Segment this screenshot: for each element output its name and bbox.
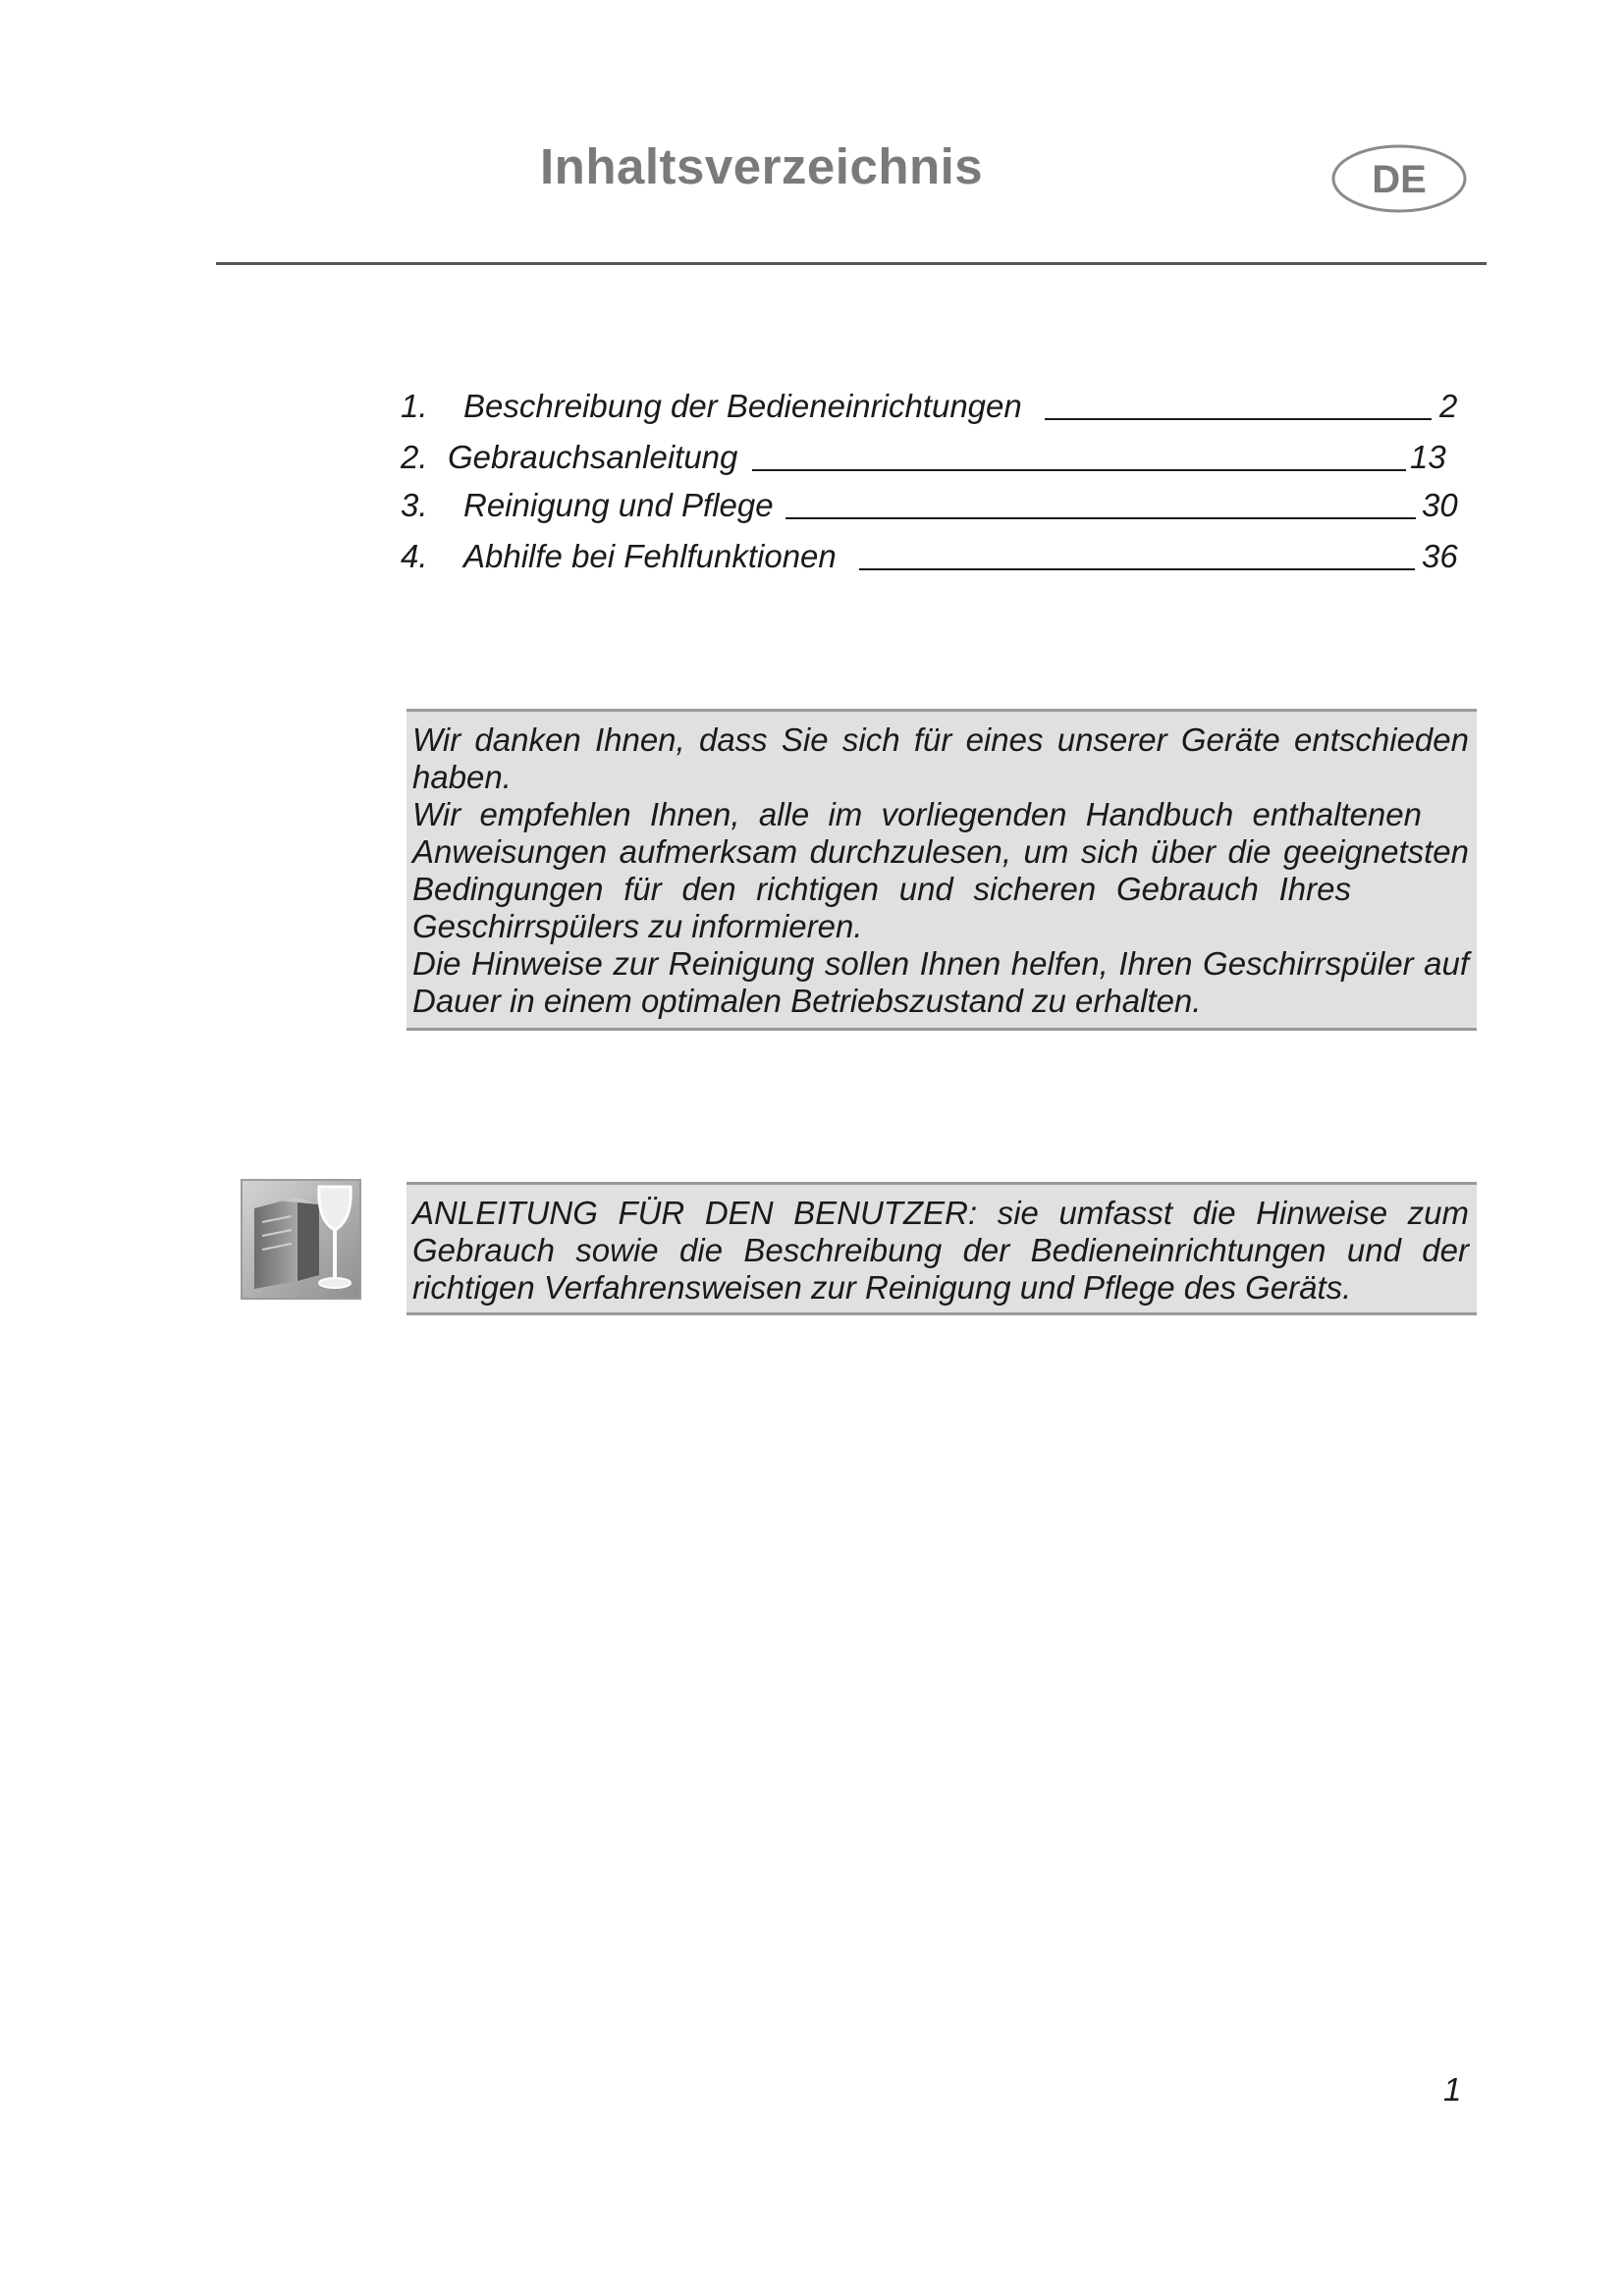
toc-entry-page: 2	[1439, 388, 1458, 424]
toc-leader-line	[859, 568, 1415, 570]
user-note-line: ANLEITUNG FÜR DEN BENUTZER: sie umfasst die Hinweise zum	[412, 1195, 1469, 1231]
toc-entry-page: 13	[1410, 439, 1446, 475]
intro-line: Dauer in einem optimalen Betriebszustand zu erhalten.	[412, 983, 1202, 1019]
language-badge-oval	[1330, 143, 1468, 214]
dishwasher-with-glass-icon	[241, 1179, 361, 1300]
toc-leader-line	[1045, 418, 1432, 420]
page-number: 1	[1443, 2071, 1462, 2108]
user-note-line: Gebrauch sowie die Beschreibung der Bedieneinrichtungen und der	[412, 1232, 1469, 1268]
language-badge	[1330, 143, 1468, 214]
toc-entry-number: 3.	[401, 487, 428, 523]
toc-entry-label: Beschreibung der Bedieneinrichtungen	[463, 388, 1022, 424]
intro-note-box	[406, 709, 1477, 1031]
toc-leader-line	[785, 517, 1416, 519]
toc-entry-number: 2.	[401, 439, 428, 475]
user-manual-note-box	[406, 1182, 1477, 1315]
language-badge-text: DE	[1372, 158, 1427, 201]
intro-line: Anweisungen aufmerksam durchzulesen, um sich über die geeignetsten	[412, 833, 1469, 870]
toc-entry-label: Abhilfe bei Fehlfunktionen	[463, 538, 837, 574]
user-note-line: richtigen Verfahrensweisen zur Reinigung und Pflege des Geräts.	[412, 1269, 1352, 1306]
toc-leader-line	[752, 469, 1406, 471]
intro-line: Bedingungen für den richtigen und sicheren Gebrauch Ihres	[412, 871, 1351, 907]
page-title: Inhaltsverzeichnis	[540, 138, 984, 194]
toc-entry-number: 4.	[401, 538, 428, 574]
intro-line: Wir danken Ihnen, dass Sie sich für eines unserer Geräte entschieden	[412, 721, 1469, 758]
intro-line: haben.	[412, 759, 512, 795]
toc-entry-page: 30	[1422, 487, 1458, 523]
toc-entry-label: Gebrauchsanleitung	[448, 439, 738, 475]
intro-line: Die Hinweise zur Reinigung sollen Ihnen helfen, Ihren Geschirrspüler auf	[412, 945, 1469, 982]
toc-entry-number: 1.	[401, 388, 428, 424]
header-divider	[216, 262, 1487, 265]
toc-entry-page: 36	[1422, 538, 1458, 574]
toc-entry-label: Reinigung und Pflege	[463, 487, 774, 523]
intro-line: Geschirrspülers zu informieren.	[412, 908, 863, 944]
intro-line: Wir empfehlen Ihnen, alle im vorliegenden Handbuch enthaltenen	[412, 796, 1422, 832]
